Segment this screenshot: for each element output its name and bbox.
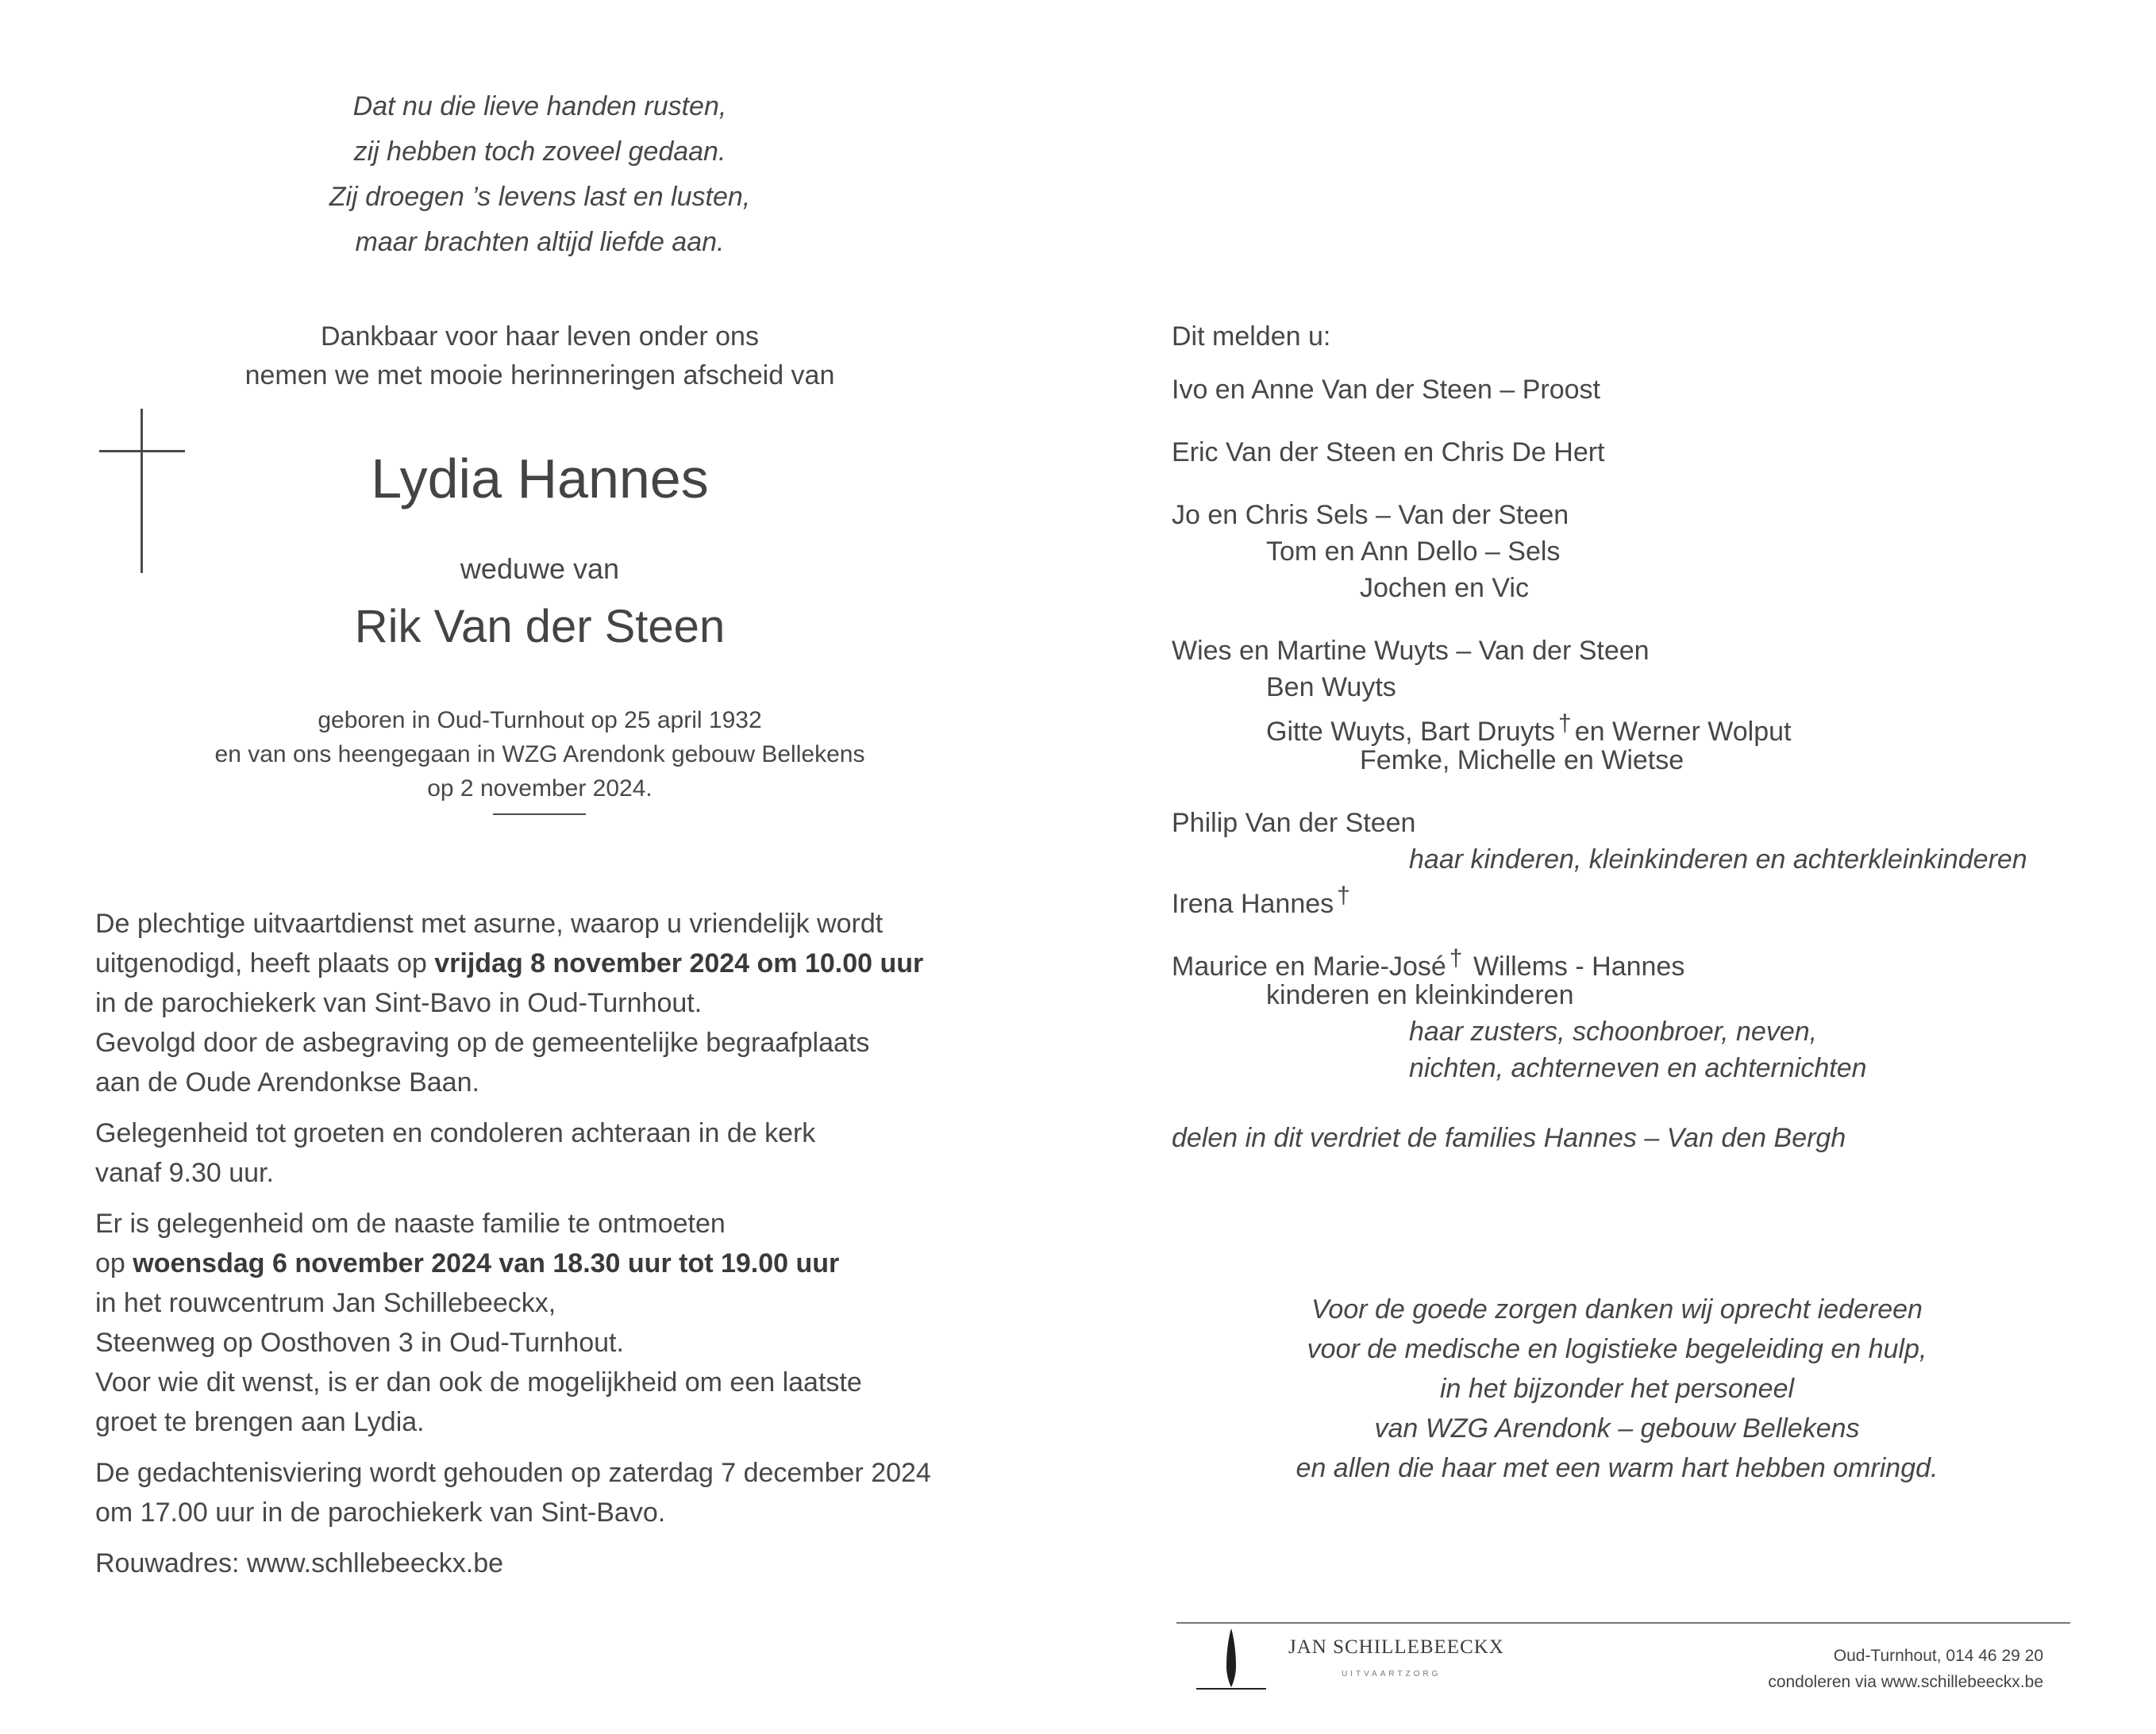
family-line: Femke, Michelle en Wietse bbox=[1360, 745, 1684, 775]
spouse-name: Rik Van der Steen bbox=[354, 601, 726, 652]
family-line: Irena Hannes † bbox=[1172, 882, 1350, 919]
poem bbox=[329, 84, 750, 265]
thanks-line: van WZG Arendonk – gebouw Bellekens bbox=[1374, 1413, 1860, 1444]
text-line: groet te brengen aan Lydia. bbox=[95, 1407, 425, 1437]
visitation-datetime: woensdag 6 november 2024 van 18.30 uur tot 19.00 uur bbox=[133, 1248, 840, 1278]
footer-rule bbox=[1176, 1622, 2070, 1624]
poem-line: Dat nu die lieve handen rusten, bbox=[352, 91, 727, 121]
dagger-icon: † bbox=[1449, 945, 1463, 971]
text-line: Er is gelegenheid om de naaste familie te ontmoeten bbox=[95, 1209, 726, 1239]
dagger-icon: † bbox=[1558, 710, 1572, 736]
visitation-paragraph bbox=[95, 1204, 931, 1442]
mourning-address[interactable]: Rouwadres: www.schllebeeckx.be bbox=[95, 1548, 504, 1578]
text-line: aan de Oude Arendonkse Baan. bbox=[95, 1067, 479, 1098]
poem-line: zij hebben toch zoveel gedaan. bbox=[353, 136, 726, 167]
text-line: vanaf 9.30 uur. bbox=[95, 1158, 274, 1188]
text-line: in het rouwcentrum Jan Schillebeeckx, bbox=[95, 1288, 556, 1318]
text-line: Voor wie dit wenst, is er dan ook de mogelijkheid om een laatste bbox=[95, 1367, 862, 1398]
contact-phone: Oud-Turnhout, 014 46 29 20 bbox=[1833, 1647, 2043, 1665]
thanks-line: voor de medische en logistieke begeleiding en hulp, bbox=[1307, 1334, 1927, 1364]
family-line: Maurice en Marie-José † Willems - Hannes bbox=[1172, 945, 1685, 982]
poem-line: Zij droegen ’s levens last en lusten, bbox=[329, 182, 751, 212]
dagger-icon: † bbox=[1337, 882, 1350, 909]
text-line: Gelegenheid tot groeten en condoleren achteraan in de kerk bbox=[95, 1118, 816, 1148]
condolence-link[interactable]: condoleren via www.schillebeeckx.be bbox=[1768, 1673, 2043, 1691]
family-line: Ivo en Anne Van der Steen – Proost bbox=[1172, 375, 1600, 405]
family-line: Ben Wuyts bbox=[1266, 672, 1396, 702]
family-line: Jo en Chris Sels – Van der Steen bbox=[1172, 500, 1569, 530]
relation-label: weduwe van bbox=[460, 552, 620, 585]
service-info bbox=[95, 904, 931, 1583]
text-line: op woensdag 6 november 2024 van 18.30 uur tot 19.00 uur bbox=[95, 1248, 840, 1278]
funeral-datetime: vrijdag 8 november 2024 om 10.00 uur bbox=[434, 948, 924, 978]
family-line: Gitte Wuyts, Bart Druyts † en Werner Wolput bbox=[1266, 710, 1792, 747]
text-line: om 17.00 uur in de parochiekerk van Sint-Bavo. bbox=[95, 1498, 666, 1528]
footer-contact bbox=[1768, 1643, 2043, 1695]
death-date-line: op 2 november 2024. bbox=[427, 775, 653, 802]
text-line: in de parochiekerk van Sint-Bavo in Oud-Turnhout. bbox=[95, 988, 703, 1018]
death-place-line: en van ons heengegaan in WZG Arendonk gebouw Bellekens bbox=[214, 741, 865, 767]
intro-text bbox=[245, 317, 835, 395]
family-line: haar kinderen, kleinkinderen en achterkleinkinderen bbox=[1409, 844, 2027, 875]
intro-line: nemen we met mooie herinneringen afscheid van bbox=[244, 360, 835, 390]
family-closing: delen in dit verdriet de families Hannes – Van den Bergh bbox=[1172, 1123, 1846, 1153]
birth-line: geboren in Oud-Turnhout op 25 april 1932 bbox=[318, 707, 762, 733]
family-line: nichten, achterneven en achternichten bbox=[1409, 1053, 1867, 1083]
separator-rule bbox=[493, 813, 586, 815]
life-dates bbox=[215, 703, 865, 805]
family-line: haar zusters, schoonbroer, neven, bbox=[1409, 1017, 1818, 1047]
family-line: Philip Van der Steen bbox=[1172, 808, 1416, 838]
poem-line: maar brachten altijd liefde aan. bbox=[355, 227, 725, 257]
logo-subtitle: UITVAARTZORG bbox=[1342, 1670, 1442, 1678]
deceased-name: Lydia Hannes bbox=[371, 448, 709, 509]
text-line: De gedachtenisviering wordt gehouden op zaterdag 7 december 2024 bbox=[95, 1458, 931, 1488]
memorial-paragraph bbox=[95, 1453, 931, 1532]
family-line: kinderen en kleinkinderen bbox=[1266, 980, 1574, 1010]
condolence-paragraph bbox=[95, 1113, 931, 1193]
text-line: Gevolgd door de asbegraving op de gemeentelijke begraafplaats bbox=[95, 1028, 870, 1058]
text-line: De plechtige uitvaartdienst met asurne, waarop u vriendelijk wordt bbox=[95, 909, 884, 939]
funeral-paragraph bbox=[95, 904, 931, 1102]
text-line: Steenweg op Oosthoven 3 in Oud-Turnhout. bbox=[95, 1328, 624, 1358]
thanks-line: Voor de goede zorgen danken wij oprecht iedereen bbox=[1311, 1294, 1923, 1325]
thanks-line: en allen die haar met een warm hart hebben omringd. bbox=[1296, 1453, 1938, 1483]
family-line: Wies en Martine Wuyts – Van der Steen bbox=[1172, 636, 1650, 666]
logo-title: JAN SCHILLEBEECKX bbox=[1288, 1636, 1504, 1658]
family-line: Jochen en Vic bbox=[1360, 573, 1529, 603]
intro-line: Dankbaar voor haar leven onder ons bbox=[321, 321, 759, 352]
family-line: Tom en Ann Dello – Sels bbox=[1266, 536, 1561, 567]
family-header: Dit melden u: bbox=[1172, 321, 1331, 352]
thanks-line: in het bijzonder het personeel bbox=[1439, 1374, 1795, 1404]
family-line: Eric Van der Steen en Chris De Hert bbox=[1172, 437, 1605, 467]
text-line: uitgenodigd, heeft plaats op vrijdag 8 november 2024 om 10.00 uur bbox=[95, 948, 924, 978]
thanks-text bbox=[1296, 1290, 1938, 1488]
